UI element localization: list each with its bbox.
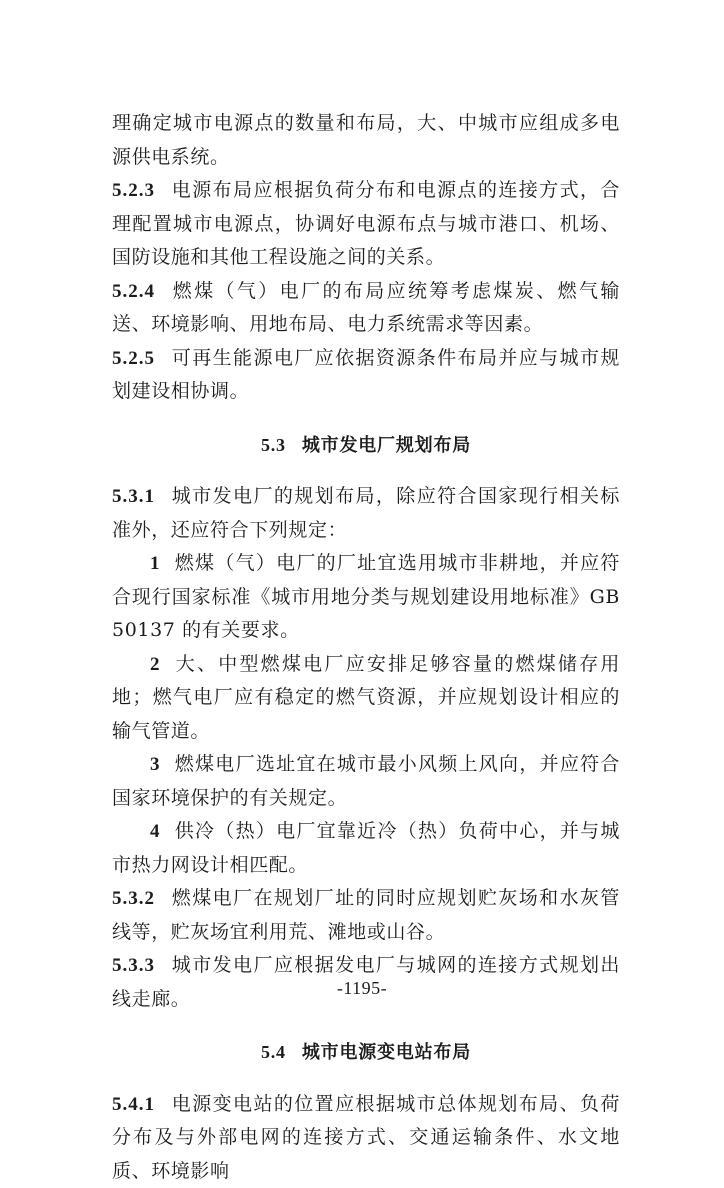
clause-text: 燃煤电厂在规划厂址的同时应规划贮灰场和水灰管线等，贮灰场宜利用荒、滩地或山谷。: [112, 887, 620, 943]
clause-text: 可再生能源电厂应依据资源条件布局并应与城市规划建设相协调。: [112, 347, 620, 403]
item-text: 大、中型燃煤电厂应安排足够容量的燃煤储存用地；燃气电厂应有稳定的燃气资源，并应规划设计相应的输气管道。: [112, 653, 620, 742]
item-text: 燃煤（气）电厂的厂址宜选用城市非耕地，并应符合现行国家标准《城市用地分类与规划建设用地标准》GB 50137 的有关要求。: [112, 552, 620, 641]
clause-5-2-4: [112, 275, 620, 342]
clause-text: 电源布局应根据负荷分布和电源点的连接方式，合理配置城市电源点，协调好电源布点与城市港口、机场、国防设施和其他工程设施之间的关系。: [112, 179, 620, 268]
item-text: 燃煤电厂选址宜在城市最小风频上风向，并应符合国家环境保护的有关规定。: [112, 753, 620, 809]
clause-text: 城市发电厂的规划布局，除应符合国家现行相关标准外，还应符合下列规定：: [112, 485, 620, 541]
clause-5-3-2: [112, 882, 620, 949]
clause-number: 5.3.1: [112, 486, 155, 507]
clause-number: 5.2.3: [112, 180, 155, 201]
item-number: 3: [150, 754, 160, 775]
clause-5-2-5: [112, 342, 620, 409]
paragraph-text: 理确定城市电源点的数量和布局，大、中城市应组成多电源供电系统。: [112, 112, 620, 168]
clause-5-4-1: [112, 1088, 620, 1188]
clause-number: 5.3.2: [112, 888, 155, 909]
section-number: 5.3: [261, 435, 286, 455]
list-item-2: [112, 648, 620, 749]
list-item-4: [112, 815, 620, 882]
clause-5-2-3: [112, 174, 620, 275]
section-heading-5-3: [112, 429, 620, 463]
section-title: 城市发电厂规划布局: [302, 435, 471, 456]
page-number: -1195-: [0, 972, 724, 1006]
clause-text: 燃煤（气）电厂的布局应统筹考虑煤炭、燃气输送、环境影响、用地布局、电力系统需求等因素。: [112, 280, 620, 336]
clause-number: 5.4.1: [112, 1094, 155, 1115]
clause-number: 5.3.3: [112, 955, 155, 976]
clause-text: 电源变电站的位置应根据城市总体规划布局、负荷分布及与外部电网的连接方式、交通运输条件、水文地质、环境影响: [112, 1093, 620, 1182]
section-title: 城市电源变电站布局: [302, 1042, 471, 1063]
section-heading-5-4: [112, 1036, 620, 1070]
item-number: 4: [150, 821, 160, 842]
continued-paragraph: [112, 107, 620, 174]
list-item-3: [112, 748, 620, 815]
clause-text: 城市发电厂应根据发电厂与城网的连接方式规划出线走廊。: [112, 954, 620, 1010]
section-number: 5.4: [261, 1042, 286, 1062]
item-number: 2: [150, 654, 160, 675]
clause-number: 5.2.4: [112, 281, 155, 302]
list-item-1: [112, 547, 620, 648]
clause-number: 5.2.5: [112, 348, 155, 369]
item-text: 供冷（热）电厂宜靠近冷（热）负荷中心，并与城市热力网设计相匹配。: [112, 820, 620, 876]
item-number: 1: [150, 553, 160, 574]
clause-5-3-1: [112, 480, 620, 547]
